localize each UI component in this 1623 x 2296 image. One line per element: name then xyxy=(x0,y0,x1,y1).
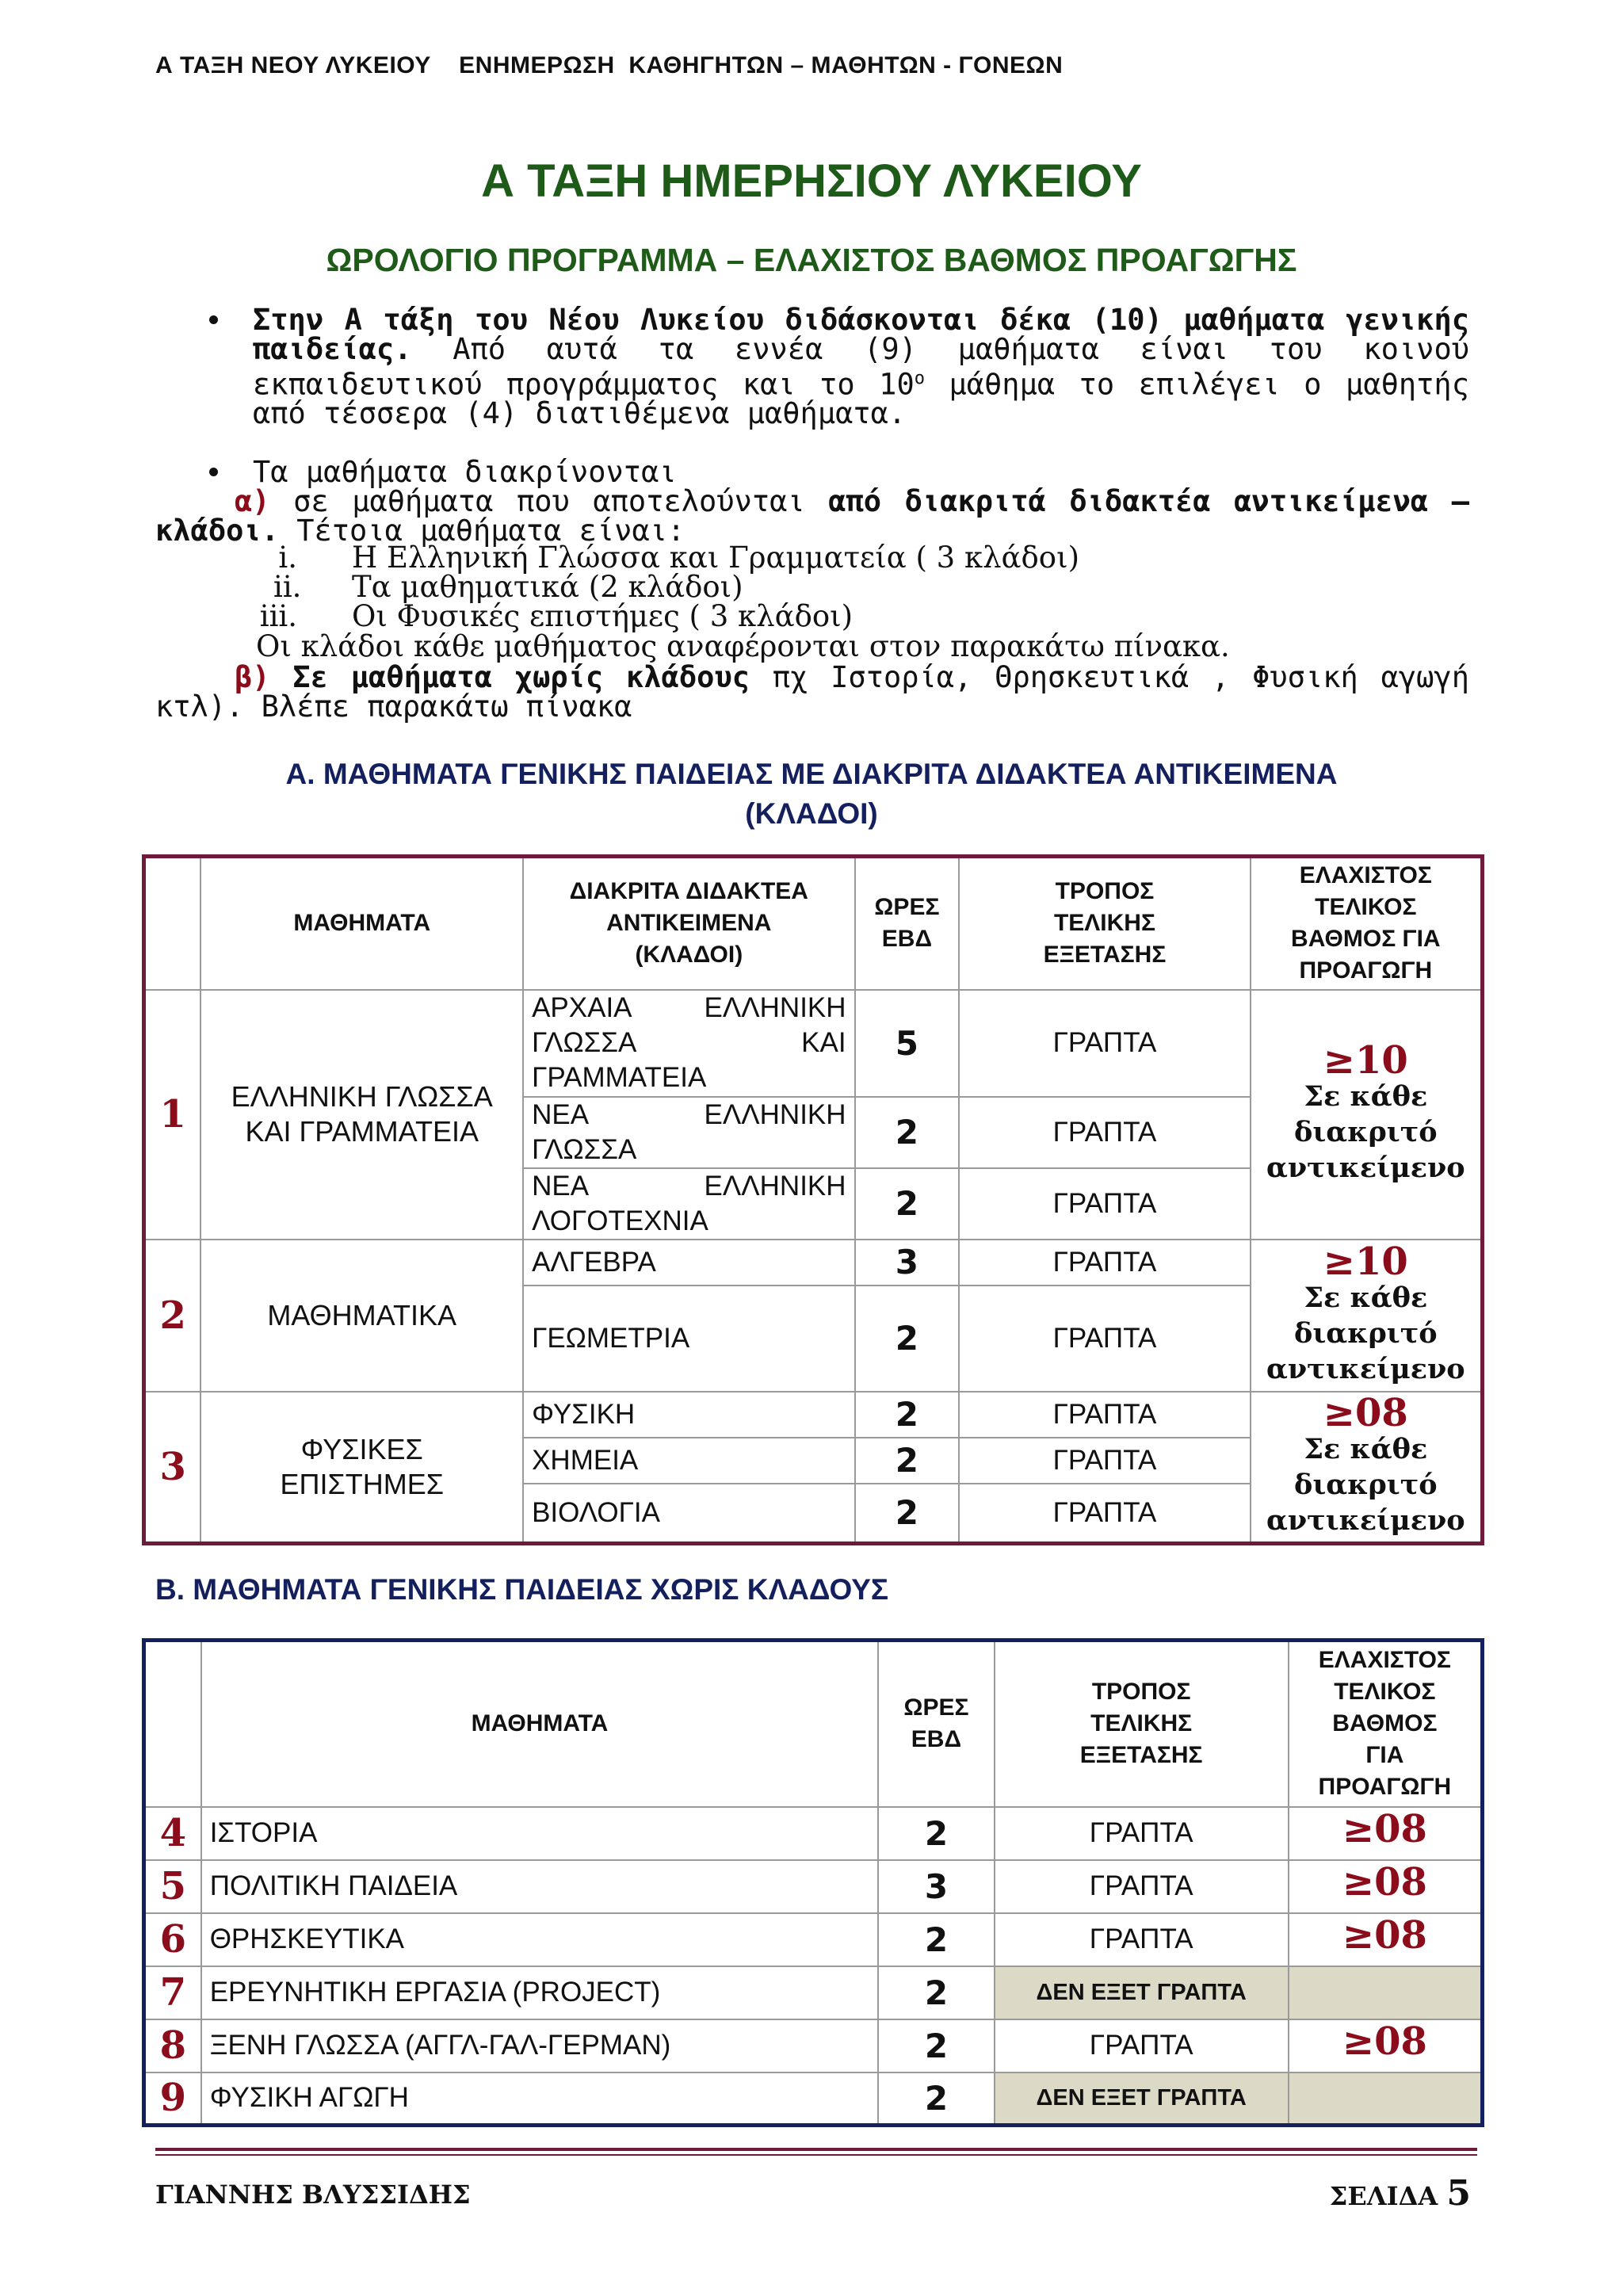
grade-cell xyxy=(1289,2019,1483,2073)
grade-value: ≥10 xyxy=(1323,1239,1408,1284)
grade-value: ≥08 xyxy=(1342,2019,1427,2064)
header-grade-1: ΕΛΑΧΙΣΤΟΣ xyxy=(1318,1647,1451,1674)
branch-cell: ΑΛΓΕΒΡΑ xyxy=(523,1240,854,1286)
grade-value: ≥08 xyxy=(1342,1912,1427,1958)
b-text: πχ Ιστορία, Θρησκευτικά , Φυσική αγωγή κτλ). Βλέπε παρακάτω πίνακα xyxy=(155,660,1469,724)
grade-value: ≥08 xyxy=(1342,1806,1427,1851)
grade-note-1: Σε κάθε xyxy=(1304,1080,1428,1113)
grade-note-2: διακριτό xyxy=(1294,1116,1438,1148)
hours-cell: 2 xyxy=(878,2019,994,2073)
b-bold: Σε μαθήματα χωρίς κλάδους xyxy=(269,660,750,694)
intro-sup: ο xyxy=(914,369,925,388)
header-branches-3: (ΚΛΑΔΟΙ) xyxy=(635,942,743,968)
subject-cell: ΕΡΕΥΝΗΤΙΚΗ ΕΡΓΑΣΙΑ (PROJECT) xyxy=(201,1966,879,2019)
header-grade-2: ΤΕΛΙΚΟΣ xyxy=(1315,894,1417,921)
section-a-line1: Α. ΜΑΘΗΜΑΤΑ ΓΕΝΙΚΗΣ ΠΑΙΔΕΙΑΣ ΜΕ ΔΙΑΚΡΙΤΑ ΔΙΔΑΚΤΕΑ ΑΝΤΙΚΕΙΜΕΝΑ xyxy=(285,758,1338,790)
header-grade-4: ΓΙΑ xyxy=(1365,1742,1404,1769)
branch-cell xyxy=(523,1168,854,1240)
header-hours-1: ΩΡΕΣ xyxy=(874,894,940,921)
page-title: Α ΤΑΞΗ ΗΜΕΡΗΣΙΟΥ ΛΥΚΕΙΟΥ xyxy=(481,155,1142,207)
exam-cell: ΓΡΑΠΤΑ xyxy=(995,1860,1289,1913)
table-row xyxy=(144,1966,1483,2019)
row-number: 8 xyxy=(144,2019,201,2073)
subject-cell: ΞΕΝΗ ΓΛΩΣΣΑ (ΑΓΓΛ-ΓΑΛ-ΓΕΡΜΑΝ) xyxy=(201,2019,879,2073)
group-subject: ΜΑΘΗΜΑΤΙΚΑ xyxy=(200,1240,523,1392)
header-right: ΕΝΗΜΕΡΩΣΗ ΚΑΘΗΓΗΤΩΝ – ΜΑΘΗΤΩΝ - ΓΟΝΕΩΝ xyxy=(459,52,1064,78)
subject-cell: ΠΟΛΙΤΙΚΗ ΠΑΙΔΕΙΑ xyxy=(201,1860,879,1913)
exam-cell: ΓΡΑΠΤΑ xyxy=(959,1168,1250,1240)
hours-cell: 3 xyxy=(855,1240,960,1286)
grade-cell-empty xyxy=(1289,1966,1483,2019)
grade-cell xyxy=(1289,1913,1483,1966)
hours-cell: 2 xyxy=(878,1913,994,1966)
table-row xyxy=(144,2073,1483,2126)
exam-cell: ΓΡΑΠΤΑ xyxy=(959,1484,1250,1544)
header-exam-3: ΕΞΕΤΑΣΗΣ xyxy=(1079,1742,1203,1769)
subject-cell: ΙΣΤΟΡΙΑ xyxy=(201,1807,879,1860)
hours-cell: 2 xyxy=(855,1286,960,1392)
grade-cell xyxy=(1289,1807,1483,1860)
table-row xyxy=(144,2019,1483,2073)
header-subject: ΜΑΘΗΜΑΤΑ xyxy=(200,857,523,990)
table-header-row xyxy=(144,857,1483,990)
group-number: 3 xyxy=(144,1392,201,1544)
header-subject: ΜΑΘΗΜΑΤΑ xyxy=(201,1641,879,1807)
table-row xyxy=(144,1807,1483,1860)
footer-page xyxy=(1330,2173,1471,2214)
hours-cell: 2 xyxy=(855,1168,960,1240)
types-b-paragraph xyxy=(155,660,1469,724)
roman-2: ii. xyxy=(273,570,302,604)
header-grade-2: ΤΕΛΙΚΟΣ xyxy=(1334,1679,1436,1706)
header-grade-3: ΒΑΘΜΟΣ xyxy=(1332,1710,1438,1737)
row-number: 7 xyxy=(144,1966,201,2019)
hours-cell: 2 xyxy=(855,1392,960,1438)
header-hours xyxy=(855,857,960,990)
header-branches xyxy=(523,857,854,990)
intro-bold: Στην Α τάξη του Νέου Λυκείου διδάσκονται δέκα (10) μαθήματα γενικής παιδείας. xyxy=(253,303,1469,366)
running-header xyxy=(155,52,1063,79)
exam-cell: ΓΡΑΠΤΑ xyxy=(959,1438,1250,1484)
group-subject-line2: ΕΠΙΣΤΗΜΕΣ xyxy=(280,1467,444,1500)
grade-value: ≥08 xyxy=(1323,1390,1408,1435)
header-exam-1: ΤΡΟΠΟΣ xyxy=(1055,878,1155,905)
branch-cell: ΒΙΟΛΟΓΙΑ xyxy=(523,1484,854,1544)
table-row xyxy=(144,1392,1483,1438)
branch-cell xyxy=(523,1097,854,1168)
label-a: α) xyxy=(235,484,270,518)
grade-note-1: Σε κάθε xyxy=(1304,1432,1428,1465)
table-unbranched-subjects xyxy=(142,1638,1484,2127)
grade-note-3: αντικείμενο xyxy=(1266,1152,1465,1184)
table-row xyxy=(144,1913,1483,1966)
subject-cell: ΦΥΣΙΚΗ ΑΓΩΓΗ xyxy=(201,2073,879,2126)
footer-rule xyxy=(155,2148,1477,2151)
header-branches-2: ΑΝΤΙΚΕΙΜΕΝΑ xyxy=(606,910,772,937)
grade-note-3: αντικείμενο xyxy=(1266,1503,1465,1537)
header-exam-1: ΤΡΟΠΟΣ xyxy=(1091,1679,1191,1706)
exam-cell: ΓΡΑΠΤΑ xyxy=(959,1240,1250,1286)
footer-rule-thin xyxy=(155,2154,1477,2156)
exam-cell: ΓΡΑΠΤΑ xyxy=(995,1913,1289,1966)
header-exam-2: ΤΕΛΙΚΗΣ xyxy=(1090,1710,1193,1737)
row-number: 9 xyxy=(144,2073,201,2126)
footer-author: ΓΙΑΝΝΗΣ ΒΛΥΣΣΙΔΗΣ xyxy=(155,2179,471,2210)
header-hours-1: ΩΡΕΣ xyxy=(903,1694,969,1721)
branch-line: ΓΡΑΜΜΑΤΕΙΑ xyxy=(532,1062,707,1093)
branch-cell xyxy=(523,990,854,1097)
hours-cell: 2 xyxy=(878,1807,994,1860)
group-subject-line1: ΕΛΛΗΝΙΚΗ ΓΛΩΣΣΑ xyxy=(231,1080,493,1113)
header-empty xyxy=(144,857,201,990)
grade-cell xyxy=(1251,1240,1483,1392)
group-subject-line2: ΚΑΙ ΓΡΑΜΜΑΤΕΙΑ xyxy=(245,1115,479,1148)
header-grade-5: ΠΡΟΑΓΩΓΗ xyxy=(1318,1774,1452,1801)
intro-text2: μάθημα το επιλέγει ο μαθητής από τέσσερα (4) διατιθέμενα μαθήματα. xyxy=(253,367,1469,431)
a-text2: Τέτοια μαθήματα είναι: xyxy=(278,514,685,548)
hours-cell: 2 xyxy=(855,1438,960,1484)
group-subject-line1: ΦΥΣΙΚΕΣ xyxy=(300,1432,423,1465)
grade-cell xyxy=(1251,990,1483,1240)
exam-cell-no-written: ΔΕΝ ΕΞΕΤ ΓΡΑΠΤΑ xyxy=(995,1966,1289,2019)
group-number: 1 xyxy=(144,990,201,1240)
header-left: Α ΤΑΞΗ ΝΕΟΥ ΛΥΚΕΙΟΥ xyxy=(155,52,431,78)
header-grade-3: ΒΑΘΜΟΣ ΓΙΑ xyxy=(1291,926,1441,953)
table-row xyxy=(144,990,1483,1097)
row-number: 5 xyxy=(144,1860,201,1913)
paragraph-intro xyxy=(253,303,1469,431)
list-item-1: Η Ελληνική Γλώσσα και Γραμματεία ( 3 κλάδοι) xyxy=(352,541,1080,575)
grade-cell-empty xyxy=(1289,2073,1483,2126)
header-grade-4: ΠΡΟΑΓΩΓΗ xyxy=(1299,957,1433,984)
exam-cell: ΓΡΑΠΤΑ xyxy=(959,1286,1250,1392)
footer-page-label: ΣΕΛΙΔΑ xyxy=(1329,2181,1438,2211)
types-intro: Τα μαθήματα διακρίνονται xyxy=(253,455,677,489)
roman-1: i. xyxy=(278,541,297,575)
grade-note-1: Σε κάθε xyxy=(1304,1281,1428,1314)
footer-page-number: 5 xyxy=(1446,2173,1471,2214)
table-branched-subjects xyxy=(142,854,1484,1545)
hours-cell: 3 xyxy=(878,1860,994,1913)
header-exam xyxy=(959,857,1250,990)
row-number: 6 xyxy=(144,1913,201,1966)
table-row xyxy=(144,1860,1483,1913)
branch-cell: ΓΕΩΜΕΤΡΙΑ xyxy=(523,1286,854,1392)
header-exam-2: ΤΕΛΙΚΗΣ xyxy=(1053,910,1155,937)
grade-note-2: διακριτό xyxy=(1294,1468,1438,1501)
grade-note-3: αντικείμενο xyxy=(1266,1352,1465,1385)
exam-cell: ΓΡΑΠΤΑ xyxy=(959,1392,1250,1438)
table-header-row xyxy=(144,1641,1483,1807)
label-b: β) xyxy=(235,660,270,694)
row-number: 4 xyxy=(144,1807,201,1860)
exam-cell: ΓΡΑΠΤΑ xyxy=(959,1097,1250,1168)
list-item-2: Τα μαθηματικά (2 κλάδοι) xyxy=(352,570,743,604)
grade-value: ≥08 xyxy=(1342,1859,1427,1904)
branch-line: ΑΡΧΑΙΑ ΕΛΛΗΝΙΚΗ xyxy=(532,992,846,1023)
header-empty xyxy=(144,1641,201,1807)
branch-line: ΛΟΓΟΤΕΧΝΙΑ xyxy=(532,1205,708,1236)
exam-cell: ΓΡΑΠΤΑ xyxy=(995,1807,1289,1860)
grade-value: ≥10 xyxy=(1323,1038,1408,1083)
header-exam-3: ΕΞΕΤΑΣΗΣ xyxy=(1043,942,1167,968)
header-hours-2: ΕΒΔ xyxy=(881,926,933,953)
group-subject xyxy=(200,990,523,1240)
branch-line: ΓΛΩΣΣΑ xyxy=(532,1133,637,1165)
grade-cell xyxy=(1289,1860,1483,1913)
header-hours-2: ΕΒΔ xyxy=(911,1726,962,1753)
header-exam xyxy=(995,1641,1289,1807)
types-a-paragraph xyxy=(155,484,1470,548)
list-item-3: Οι Φυσικές επιστήμες ( 3 κλάδοι) xyxy=(352,599,854,633)
hours-cell: 2 xyxy=(855,1097,960,1168)
hours-cell: 2 xyxy=(878,2073,994,2126)
hours-cell: 2 xyxy=(855,1484,960,1544)
bullet-dot xyxy=(209,315,218,324)
page-subtitle: ΩΡΟΛΟΓΙΟ ΠΡΟΓΡΑΜΜΑ – ΕΛΑΧΙΣΤΟΣ ΒΑΘΜΟΣ ΠΡΟΑΓΩΓΗΣ xyxy=(326,242,1297,278)
header-hours xyxy=(878,1641,994,1807)
grade-note-2: διακριτό xyxy=(1294,1316,1438,1350)
branch-cell: ΦΥΣΙΚΗ xyxy=(523,1392,854,1438)
exam-cell: ΓΡΑΠΤΑ xyxy=(995,2019,1289,2073)
table-row xyxy=(144,1240,1483,1286)
a-bold: από διακριτά διδακτέα αντικείμενα – κλάδοι. xyxy=(155,484,1470,548)
header-grade-1: ΕΛΑΧΙΣΤΟΣ xyxy=(1299,862,1432,889)
section-a-line2: (ΚΛΑΔΟΙ) xyxy=(745,797,878,830)
branch-cell: ΧΗΜΕΙΑ xyxy=(523,1438,854,1484)
branch-line: ΝΕΑ ΕΛΛΗΝΙΚΗ xyxy=(532,1170,846,1201)
intro-text: Από αυτά τα εννέα (9) μαθήματα είναι του κοινού εκπαιδευτικού προγράμματος και το 10 xyxy=(253,332,1469,402)
branch-line: ΓΛΩΣΣΑ ΚΑΙ xyxy=(532,1027,846,1058)
header-branches-1: ΔΙΑΚΡΙΤΑ ΔΙΔΑΚΤΕΑ xyxy=(569,878,808,905)
bullet-dot xyxy=(209,468,218,476)
hours-cell: 2 xyxy=(878,1966,994,2019)
branches-note: Οι κλάδοι κάθε μαθήματος αναφέρονται στον παρακάτω πίνακα. xyxy=(256,629,1230,663)
grade-cell xyxy=(1251,1392,1483,1544)
header-grade xyxy=(1289,1641,1483,1807)
hours-cell: 5 xyxy=(855,990,960,1097)
exam-cell-no-written: ΔΕΝ ΕΞΕΤ ΓΡΑΠΤΑ xyxy=(995,2073,1289,2126)
group-subject xyxy=(200,1392,523,1544)
a-text: σε μαθήματα που αποτελούνται xyxy=(269,484,829,518)
section-a-heading xyxy=(0,755,1623,834)
branch-line: ΝΕΑ ΕΛΛΗΝΙΚΗ xyxy=(532,1098,846,1130)
section-b-heading: Β. ΜΑΘΗΜΑΤΑ ΓΕΝΙΚΗΣ ΠΑΙΔΕΙΑΣ ΧΩΡΙΣ ΚΛΑΔΟΥΣ xyxy=(155,1573,889,1606)
group-number: 2 xyxy=(144,1240,201,1392)
roman-3: iii. xyxy=(259,599,297,633)
exam-cell: ΓΡΑΠΤΑ xyxy=(959,990,1250,1097)
subject-cell: ΘΡΗΣΚΕΥΤΙΚΑ xyxy=(201,1913,879,1966)
header-grade xyxy=(1251,857,1483,990)
